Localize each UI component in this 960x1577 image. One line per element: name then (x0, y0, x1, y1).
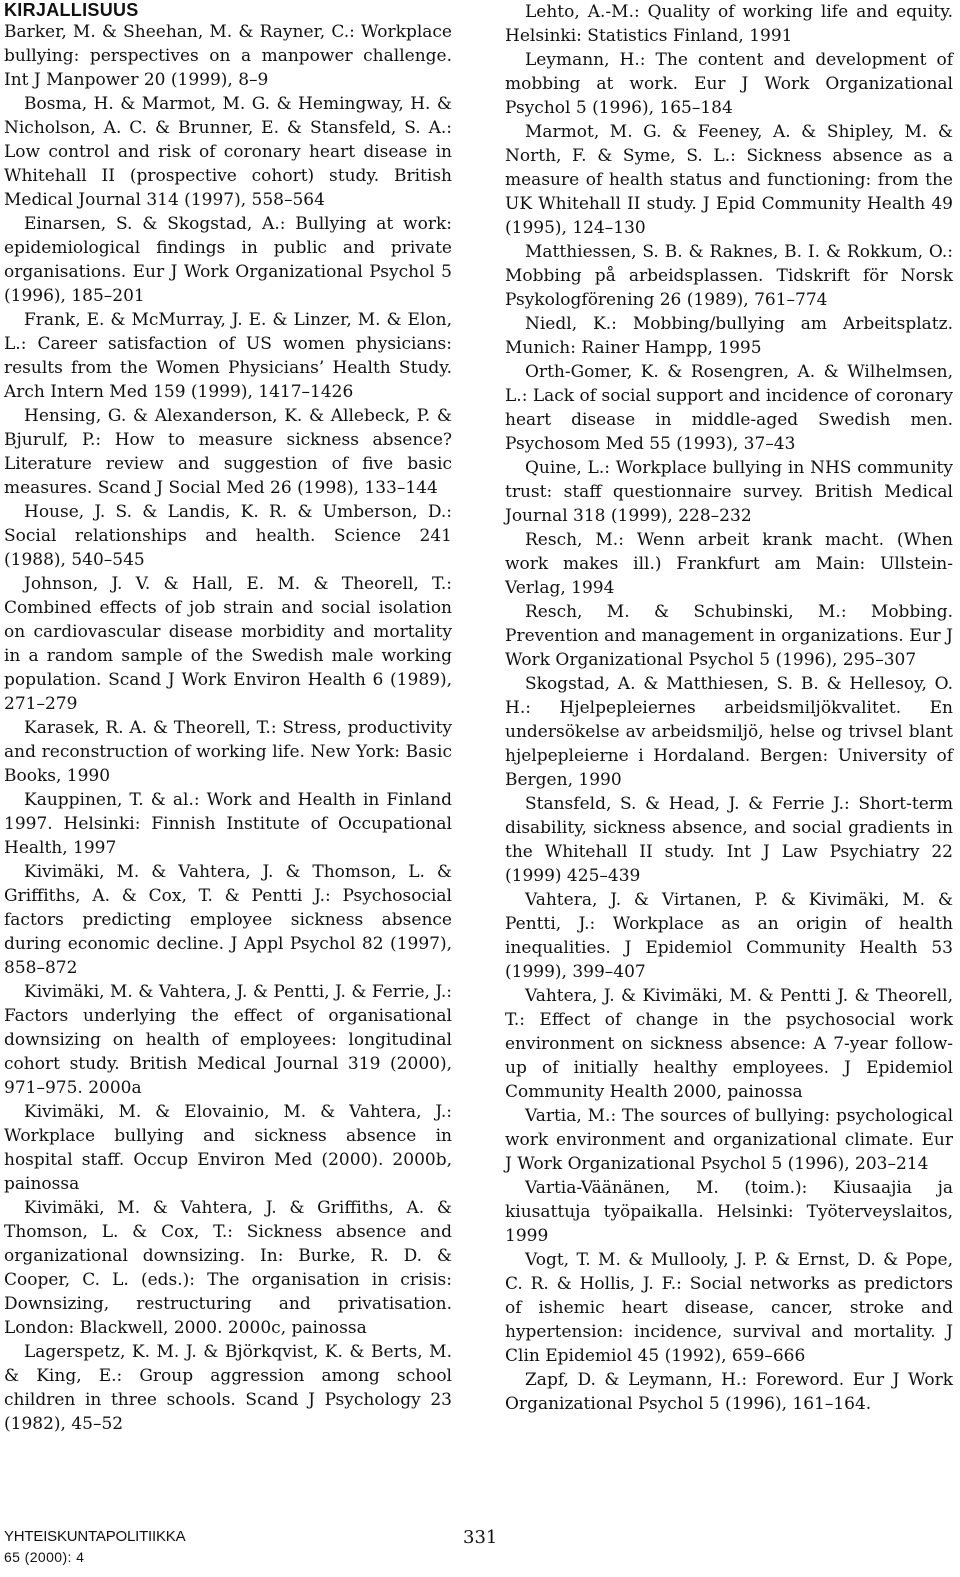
reference-item: Orth-Gomer, K. & Rosengren, A. & Wilhelmsen, L.: Lack of social support and incidence of coronary heart disease in middle-aged Swedish men. Psychosom Med 55 (1993), 37–43 (505, 362, 953, 454)
reference-item: Stansfeld, S. & Head, J. & Ferrie J.: Short-term disability, sickness absence, and social gradients in the Whitehall II study. Int J Law Psychiatry 22 (1999) 425–439 (505, 794, 953, 886)
reference-item: Vahtera, J. & Virtanen, P. & Kivimäki, M. & Pentti, J.: Workplace as an origin of health inequalities. J Epidemiol Community Health 53 (1999), 399–407 (505, 890, 953, 982)
reference-item: Skogstad, A. & Matthiesen, S. B. & Hellesoy, O. H.: Hjelpepleiernes arbeidsmiljökvalitet. En undersökelse av arbeidsmiljö, helse og trivsel blant hjelpepleierne i Hordaland. Bergen: University of Bergen, 1990 (505, 674, 953, 790)
reference-item: Barker, M. & Sheehan, M. & Rayner, C.: Workplace bullying: perspectives on a manpower challenge. Int J Manpower 20 (1999), 8–9 (4, 22, 452, 90)
reference-item: Vahtera, J. & Kivimäki, M. & Pentti J. & Theorell, T.: Effect of change in the psychosocial work environment on sickness absence: A 7-year follow-up of initially healthy employees. J Epidemiol Community Health 2000, painossa (505, 986, 953, 1102)
reference-item: Resch, M. & Schubinski, M.: Mobbing. Prevention and management in organizations. Eur J Work Organizational Psychol 5 (1996), 295–307 (505, 602, 953, 670)
reference-item: Kivimäki, M. & Vahtera, J. & Thomson, L. & Griffiths, A. & Cox, T. & Pentti J.: Psychosocial factors predicting employee sickness absence during economic decline. J Appl Psychol 82 (1997), 858–872 (4, 862, 452, 978)
reference-item: Kauppinen, T. & al.: Work and Health in Finland 1997. Helsinki: Finnish Institute of Occupational Health, 1997 (4, 790, 452, 858)
reference-item: House, J. S. & Landis, K. R. & Umberson, D.: Social relationships and health. Science 241 (1988), 540–545 (4, 502, 452, 570)
reference-item: Niedl, K.: Mobbing/bullying am Arbeitsplatz. Munich: Rainer Hampp, 1995 (505, 314, 953, 358)
reference-item: Vartia-Väänänen, M. (toim.): Kiusaajia ja kiusattuja työpaikalla. Helsinki: Työterveyslaitos, 1999 (505, 1178, 953, 1246)
footer-issue: 65 (2000): 4 (4, 1549, 85, 1565)
left-column (4, 0, 452, 1436)
reference-item: Lehto, A.-M.: Quality of working life and equity. Helsinki: Statistics Finland, 1991 (505, 2, 953, 46)
reference-item: Quine, L.: Workplace bullying in NHS community trust: staff questionnaire survey. British Medical Journal 318 (1999), 228–232 (505, 458, 953, 526)
reference-item: Marmot, M. G. & Feeney, A. & Shipley, M. & North, F. & Syme, S. L.: Sickness absence as a measure of health status and functioning: from the UK Whitehall II study. J Epid Community Health 49 (1995), 124–130 (505, 122, 953, 238)
reference-item: Lagerspetz, K. M. J. & Björkqvist, K. & Berts, M. & King, E.: Group aggression among school children in three schools. Scand J Psychology 23 (1982), 45–52 (4, 1342, 452, 1434)
reference-item: Einarsen, S. & Skogstad, A.: Bullying at work: epidemiological findings in public and private organisations. Eur J Work Organizational Psychol 5 (1996), 185–201 (4, 214, 452, 306)
footer-journal-name: YHTEISKUNTAPOLITIIKKA (4, 1528, 186, 1545)
reference-item: Matthiessen, S. B. & Raknes, B. I. & Rokkum, O.: Mobbing på arbeidsplassen. Tidskrift för Norsk Psykologförening 26 (1989), 761–774 (505, 242, 953, 310)
reference-item: Johnson, J. V. & Hall, E. M. & Theorell, T.: Combined effects of job strain and social isolation on cardiovascular disease morbidity and mortality in a random sample of the Swedish male working population. Scand J Work Environ Health 6 (1989), 271–279 (4, 574, 452, 714)
right-column (505, 0, 953, 1416)
section-heading: KIRJALLISUUS (4, 0, 139, 20)
reference-item: Leymann, H.: The content and development of mobbing at work. Eur J Work Organizational Psychol 5 (1996), 165–184 (505, 50, 953, 118)
reference-item: Karasek, R. A. & Theorell, T.: Stress, productivity and reconstruction of working life. New York: Basic Books, 1990 (4, 718, 452, 786)
reference-item: Kivimäki, M. & Vahtera, J. & Griffiths, A. & Thomson, L. & Cox, T.: Sickness absence and organizational downsizing. In: Burke, R. D. & Cooper, C. L. (eds.): The organisation in crisis: Downsizing, restructuring and privatisation. London: Blackwell, 2000. 2000c, painossa (4, 1198, 452, 1338)
reference-item: Vogt, T. M. & Mullooly, J. P. & Ernst, D. & Pope, C. R. & Hollis, J. F.: Social networks as predictors of ishemic heart disease, cancer, stroke and hypertension: incidence, survival and mortality. J Clin Epidemiol 45 (1992), 659–666 (505, 1250, 953, 1366)
page-number: 331 (463, 1527, 498, 1548)
reference-item: Zapf, D. & Leymann, H.: Foreword. Eur J Work Organizational Psychol 5 (1996), 161–164. (505, 1370, 953, 1414)
reference-item: Resch, M.: Wenn arbeit krank macht. (When work makes ill.) Frankfurt am Main: Ullstein-Verlag, 1994 (505, 530, 953, 598)
reference-item: Kivimäki, M. & Vahtera, J. & Pentti, J. & Ferrie, J.: Factors underlying the effect of organisational downsizing on health of employees: longitudinal cohort study. British Medical Journal 319 (2000), 971–975. 2000a (4, 982, 452, 1098)
reference-item: Kivimäki, M. & Elovainio, M. & Vahtera, J.: Workplace bullying and sickness absence in hospital staff. Occup Environ Med (2000). 2000b, painossa (4, 1102, 452, 1194)
reference-item: Vartia, M.: The sources of bullying: psychological work environment and organizational climate. Eur J Work Organizational Psychol 5 (1996), 203–214 (505, 1106, 953, 1174)
reference-item: Hensing, G. & Alexanderson, K. & Allebeck, P. & Bjurulf, P.: How to measure sickness absence? Literature review and suggestion of five basic measures. Scand J Social Med 26 (1998), 133–144 (4, 406, 452, 498)
reference-item: Frank, E. & McMurray, J. E. & Linzer, M. & Elon, L.: Career satisfaction of US women physicians: results from the Women Physicians’ Health Study. Arch Intern Med 159 (1999), 1417–1426 (4, 310, 452, 402)
reference-item: Bosma, H. & Marmot, M. G. & Hemingway, H. & Nicholson, A. C. & Brunner, E. & Stansfeld, S. A.: Low control and risk of coronary heart disease in Whitehall II (prospective cohort) study. British Medical Journal 314 (1997), 558–564 (4, 94, 452, 210)
